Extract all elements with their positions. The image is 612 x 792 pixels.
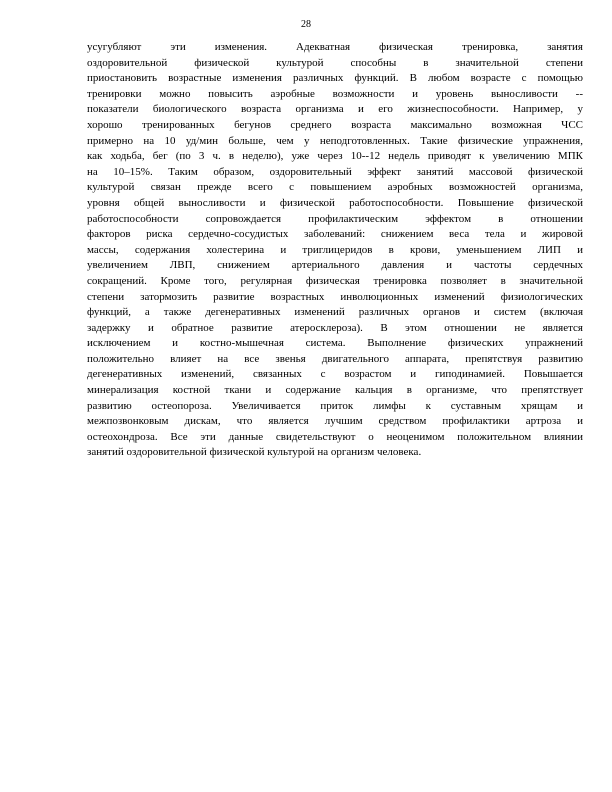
text-line: усугубляют эти изменения. Адекватная физическая тренировка, занятия <box>87 41 583 53</box>
text-line: культурой связан прежде всего с повышением аэробных возможностей организма, <box>87 181 583 194</box>
text-line: хорошо тренированных бегунов среднего возраста максимально возможная ЧСС <box>87 118 583 131</box>
text-line: сокращений. Кроме того, регулярная физическая тренировка позволяет в значительной <box>87 274 583 287</box>
text-line: межпозвонковым дискам, что является лучшим средством профилактики артроза и <box>87 415 583 428</box>
text-line: работоспособности сопровождается профилактическим эффектом в отношении <box>87 212 583 225</box>
text-line: увеличением ЛВП, снижением артериального давления и частоты сердечных <box>87 259 583 272</box>
text-line: массы, содержания холестерина и триглицеридов в крови, уменьшением ЛИП и <box>87 243 583 256</box>
text-line: показатели биологического возраста организма и его жизнеспособности. Например, у <box>87 103 583 116</box>
text-line: тренировки можно повысить аэробные возможности и уровень выносливости -- <box>87 87 583 100</box>
text-line: на 10–15%. Таким образом, оздоровительный эффект занятий массовой физической <box>87 165 583 178</box>
text-line: остеохондроза. Все эти данные свидетельствуют о неоценимом положительном влиянии <box>87 430 583 443</box>
text-line: уровня общей выносливости и физической работоспособности. Повышение физической <box>87 196 583 209</box>
text-line: дегенеративных изменений, связанных с возрастом и гиподинамией. Повышается <box>87 368 583 381</box>
text-line: факторов риска сердечно-сосудистых заболеваний: снижением веса тела и жировой <box>87 228 583 241</box>
text-line: степени затормозить развитие возрастных инволюционных изменений физиологических <box>87 290 583 303</box>
text-line: положительно влияет на все звенья двигательного аппарата, препятствуя развитию <box>87 352 583 365</box>
text-line: задержку и обратное развитие атеросклероза). В этом отношении не является <box>87 321 583 334</box>
text-line: занятий оздоровительной физической культурой на организм человека. <box>87 446 422 459</box>
text-line: оздоровительной физической культурой способны в значительной степени <box>87 56 583 69</box>
body-paragraph <box>87 40 583 461</box>
text-line: развитию остеопороза. Увеличивается приток лимфы к суставным хрящам и <box>87 399 583 412</box>
text-line: как ходьба, бег (по 3 ч. в неделю), уже через 10--12 недель приводят к увеличению МПК <box>87 150 583 163</box>
text-line: функций, а также дегенеративных изменений различных органов и систем (включая <box>87 306 583 319</box>
page-number: 28 <box>301 19 311 30</box>
text-line: примерно на 10 уд/мин больше, чем у неподготовленных. Такие физические упражнения, <box>87 134 583 147</box>
text-line: приостановить возрастные изменения различных функций. В любом возрасте с помощью <box>87 72 583 85</box>
text-line: исключением и костно-мышечная система. Выполнение физических упражнений <box>87 337 583 350</box>
text-line: минерализация костной ткани и содержание кальция в организме, что препятствует <box>87 384 583 397</box>
